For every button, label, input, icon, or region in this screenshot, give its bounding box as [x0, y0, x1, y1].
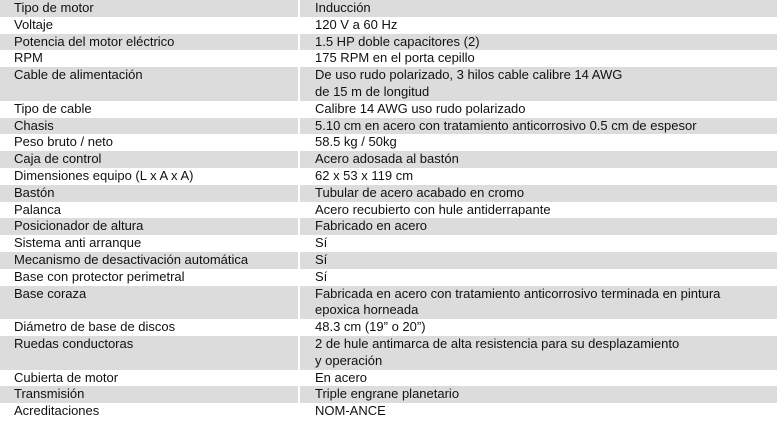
spec-label: RPM: [14, 50, 43, 66]
spec-value: [298, 286, 777, 320]
spec-value: [298, 336, 777, 370]
spec-row: [0, 168, 777, 185]
spec-value: [298, 50, 777, 67]
spec-label: Posicionador de altura: [14, 218, 144, 234]
spec-value: [298, 17, 777, 34]
spec-row: [0, 67, 777, 101]
spec-label: Potencia del motor eléctrico: [14, 33, 175, 49]
spec-value-line: Fabricada en acero con tratamiento anticorrosivo terminada en pintura: [315, 285, 721, 301]
spec-label: Cubierta de motor: [14, 369, 119, 385]
spec-row: [0, 202, 777, 219]
spec-value-line: Sí: [315, 268, 328, 284]
spec-row: [0, 185, 777, 202]
spec-row: [0, 101, 777, 118]
spec-value-line: 62 x 53 x 119 cm: [315, 167, 414, 183]
spec-label: Base coraza: [14, 285, 87, 301]
spec-row: [0, 118, 777, 135]
spec-value-line: NOM-ANCE: [315, 403, 386, 419]
spec-value: [298, 134, 777, 151]
spec-row: [0, 269, 777, 286]
spec-label: Mecanismo de desactivación automática: [14, 251, 249, 267]
spec-value-line: En acero: [315, 369, 368, 385]
spec-value: [298, 0, 777, 17]
spec-label: Cable de alimentación: [14, 67, 143, 83]
spec-label: Tipo de motor: [14, 0, 94, 15]
spec-row: [0, 134, 777, 151]
spec-value: [298, 185, 777, 202]
spec-label: Sistema anti arranque: [14, 235, 142, 251]
spec-row: [0, 403, 777, 420]
spec-row: [0, 252, 777, 269]
spec-value-line: 58.5 kg / 50kg: [315, 134, 397, 150]
spec-label: Bastón: [14, 184, 55, 200]
spec-label: Chasis: [14, 117, 54, 133]
spec-value: [298, 67, 777, 101]
spec-value-line: 1.5 HP doble capacitores (2): [315, 33, 480, 49]
spec-value: [298, 370, 777, 387]
spec-row: [0, 50, 777, 67]
spec-value-line: de 15 m de longitud: [315, 83, 430, 99]
spec-row: [0, 218, 777, 235]
spec-value: [298, 151, 777, 168]
spec-value-line: Sí: [315, 235, 328, 251]
spec-label: Dimensiones equipo (L x A x A): [14, 167, 194, 183]
spec-value: [298, 252, 777, 269]
spec-label: Acreditaciones: [14, 403, 100, 419]
spec-value-line: 48.3 cm (19” o 20”): [315, 319, 426, 335]
spec-value-line: Triple engrane planetario: [315, 386, 460, 402]
spec-label: Base con protector perimetral: [14, 268, 185, 284]
spec-value: [298, 168, 777, 185]
spec-row: [0, 34, 777, 51]
spec-value: [298, 386, 777, 403]
spec-value: [298, 101, 777, 118]
spec-row: [0, 336, 777, 370]
spec-row: [0, 370, 777, 387]
spec-label: Diámetro de base de discos: [14, 319, 176, 335]
spec-value: [298, 319, 777, 336]
spec-row: [0, 151, 777, 168]
spec-value-line: Sí: [315, 251, 328, 267]
spec-value-line: Acero adosada al bastón: [315, 151, 459, 167]
spec-row: [0, 386, 777, 403]
spec-value-line: Tubular de acero acabado en cromo: [315, 184, 525, 200]
spec-row: [0, 286, 777, 320]
spec-row: [0, 319, 777, 336]
spec-value-line: Fabricado en acero: [315, 218, 428, 234]
spec-value: [298, 403, 777, 420]
spec-label: Voltaje: [14, 16, 54, 32]
spec-value: [298, 202, 777, 219]
spec-label: Tipo de cable: [14, 100, 92, 116]
spec-value-line: 120 V a 60 Hz: [315, 16, 398, 32]
spec-value: [298, 34, 777, 51]
spec-value: [298, 118, 777, 135]
spec-label: Caja de control: [14, 151, 102, 167]
spec-value: [298, 218, 777, 235]
spec-label: Peso bruto / neto: [14, 134, 114, 150]
spec-value: [298, 269, 777, 286]
spec-value-line: y operación: [315, 352, 383, 368]
spec-label: Ruedas conductoras: [14, 335, 134, 351]
spec-row: [0, 0, 777, 17]
spec-value-line: 175 RPM en el porta cepillo: [315, 50, 475, 66]
spec-value: [298, 235, 777, 252]
spec-row: [0, 235, 777, 252]
spec-value-line: epoxica horneada: [315, 302, 419, 318]
spec-row: [0, 17, 777, 34]
spec-value-line: 5.10 cm en acero con tratamiento anticorrosivo 0.5 cm de espesor: [315, 117, 697, 133]
spec-label: Transmisión: [14, 386, 85, 402]
spec-value-line: Calibre 14 AWG uso rudo polarizado: [315, 100, 526, 116]
spec-value-line: De uso rudo polarizado, 3 hilos cable calibre 14 AWG: [315, 67, 623, 83]
spec-label: Palanca: [14, 201, 61, 217]
spec-value-line: Acero recubierto con hule antiderrapante: [315, 201, 551, 217]
spec-value-line: Inducción: [315, 0, 371, 15]
spec-value-line: 2 de hule antimarca de alta resistencia para su desplazamiento: [315, 335, 680, 351]
